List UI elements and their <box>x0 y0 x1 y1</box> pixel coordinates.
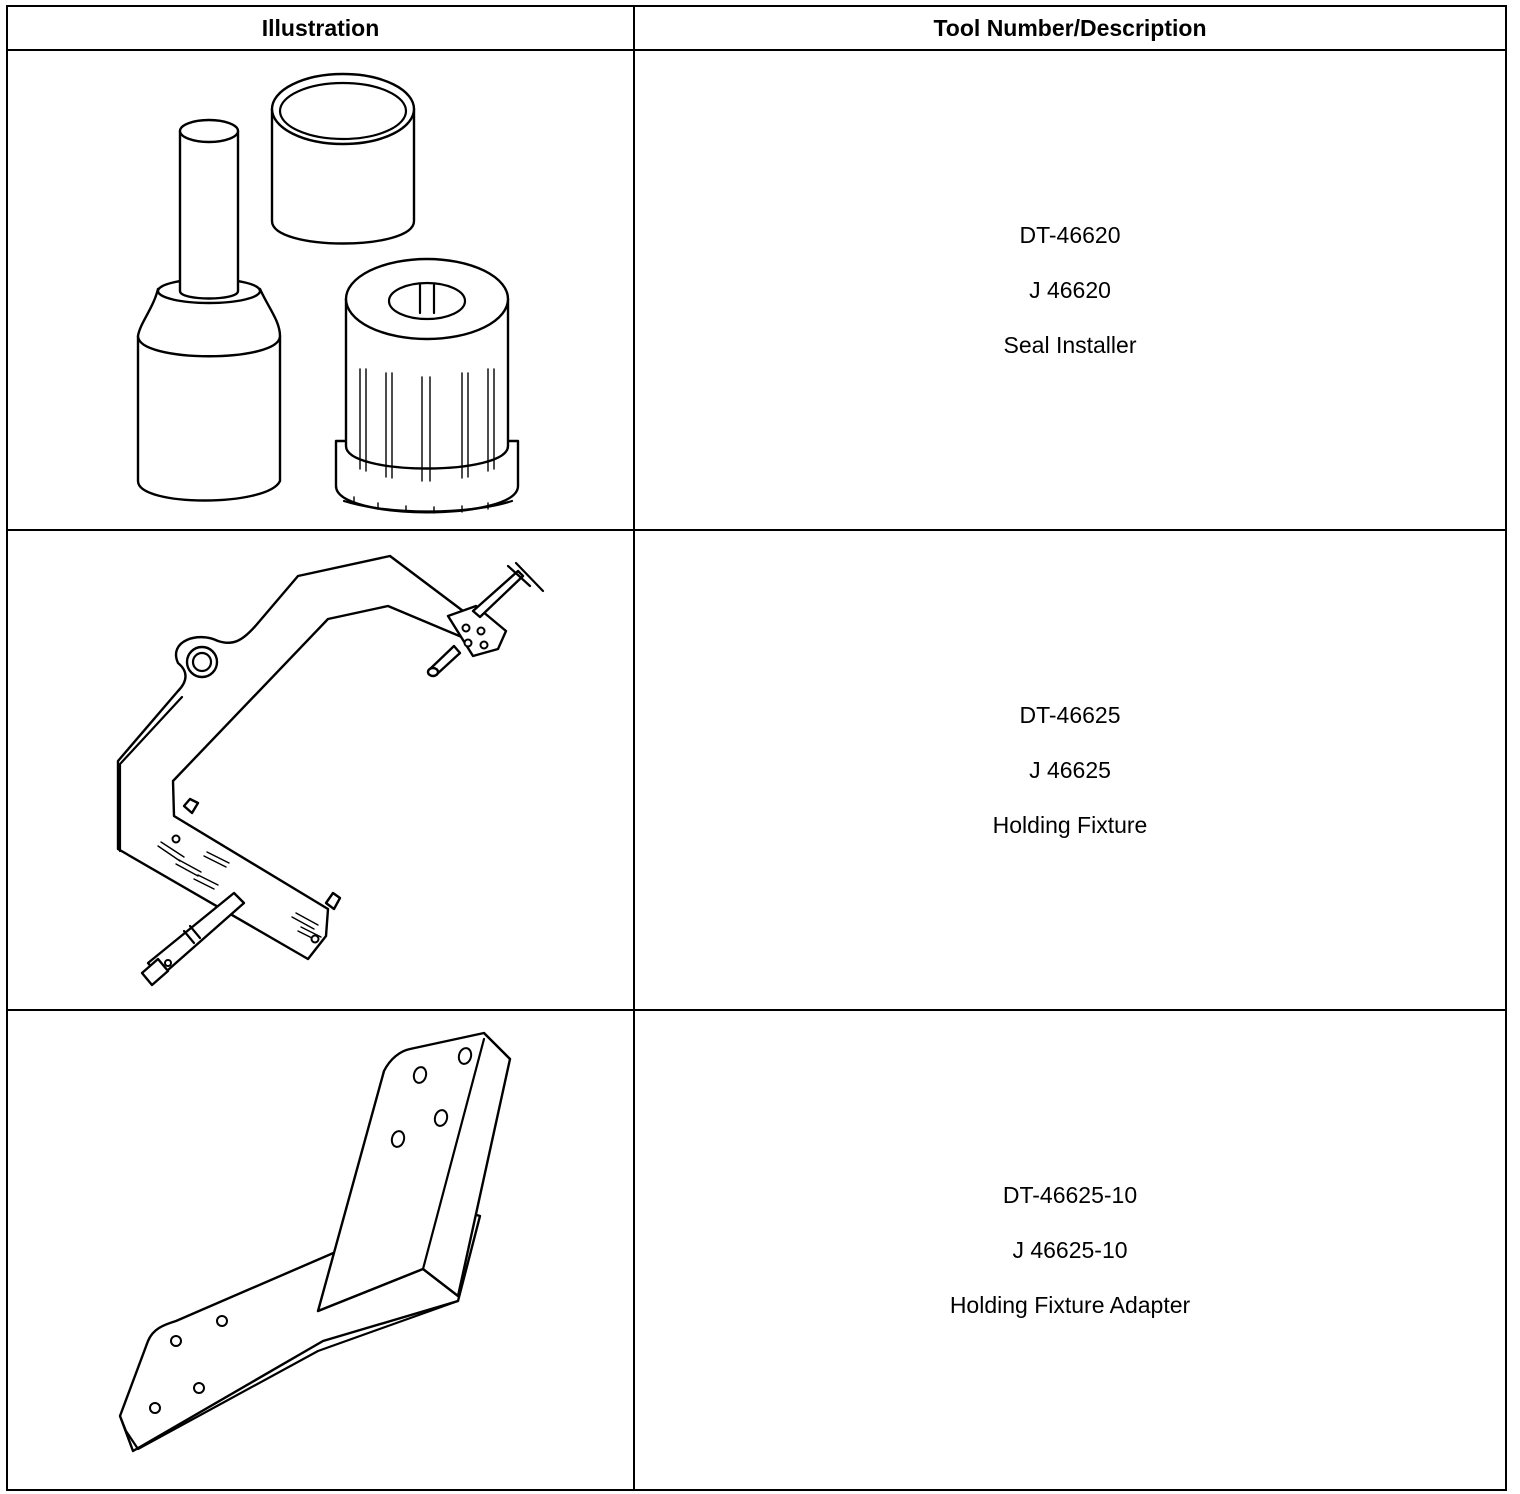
holding-fixture-adapter-icon <box>8 1011 635 1489</box>
tool-name: Holding Fixture <box>992 811 1148 838</box>
illustration-cell <box>7 530 634 1010</box>
description-header: Tool Number/Description <box>634 6 1506 50</box>
seal-installer-icon <box>8 51 635 529</box>
driver-part <box>138 120 280 501</box>
table-row <box>7 530 1506 1010</box>
table-row <box>7 1010 1506 1490</box>
tool-name: Seal Installer <box>1003 331 1137 358</box>
j-number: J 46620 <box>1029 276 1111 303</box>
holding-fixture-icon <box>8 531 635 1009</box>
guide-part <box>336 259 518 513</box>
j-number: J 46625-10 <box>1012 1236 1128 1263</box>
dt-number: DT-46620 <box>1019 221 1121 248</box>
description-cell <box>634 1010 1506 1490</box>
illustration-cell <box>7 1010 634 1490</box>
fixture-frame <box>118 556 483 959</box>
tool-name: Holding Fixture Adapter <box>949 1291 1191 1318</box>
dt-number: DT-46625 <box>1019 701 1121 728</box>
illustration-header: Illustration <box>7 6 634 50</box>
dt-number: DT-46625-10 <box>1002 1181 1138 1208</box>
table-row <box>7 50 1506 530</box>
header-row <box>7 6 1506 50</box>
tool-table <box>6 5 1507 1491</box>
description-cell <box>634 50 1506 530</box>
sleeve-part <box>272 74 414 244</box>
description-cell <box>634 530 1506 1010</box>
j-number: J 46625 <box>1029 756 1111 783</box>
illustration-cell <box>7 50 634 530</box>
